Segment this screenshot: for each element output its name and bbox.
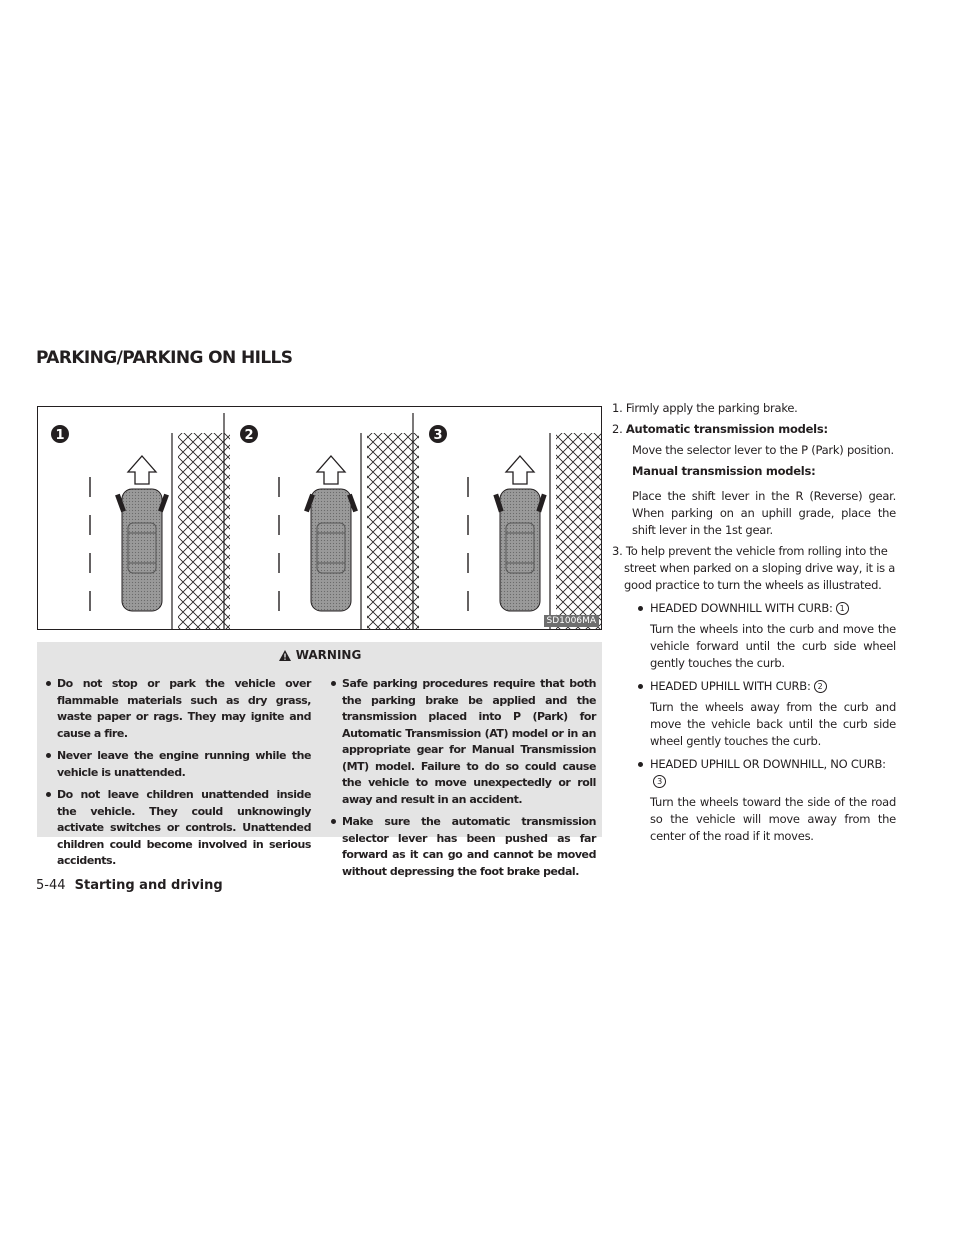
procedure-column: [612, 400, 896, 851]
case-uphill-curb: [638, 678, 896, 695]
callout-number: 2: [244, 428, 254, 443]
step-2: [612, 421, 896, 438]
warning-item: Do not stop or park the vehicle over flammable materials such as dry grass, waste paper or rags. They may ignite and cause a fire.: [45, 676, 311, 742]
warning-box: [37, 642, 602, 878]
page-number: 5-44: [36, 878, 66, 893]
warning-label: WARNING: [295, 648, 362, 662]
warning-right-column: [330, 676, 596, 886]
case-text: Turn the wheels toward the side of the road so the vehicle will move away from the center of the road if it moves.: [650, 795, 896, 843]
figure-code: SD1006MA: [544, 615, 599, 627]
step-2-number: 2.: [612, 422, 623, 436]
case-label: HEADED DOWNHILL WITH CURB:: [650, 601, 833, 615]
step-3: 3. To help prevent the vehicle from rolling into the street when parked on a sloping drive way, it is a good practice to turn the wheels as illustrated.: [612, 544, 896, 592]
callout-1-marker: 1: [836, 602, 849, 615]
step-2-heading: Automatic transmission models:: [625, 422, 828, 436]
callout-2-marker: 2: [814, 680, 827, 693]
warning-item: Never leave the engine running while the vehicle is unattended.: [45, 748, 311, 781]
direction-arrow: [506, 456, 534, 484]
warning-triangle-icon: [278, 649, 292, 662]
section-title: PARKING/PARKING ON HILLS: [36, 348, 293, 368]
step-1: 1. Firmly apply the parking brake.: [612, 401, 798, 415]
warning-heading: [37, 648, 602, 662]
sidewalk-hatch: [367, 433, 419, 629]
case-label: HEADED UPHILL OR DOWNHILL, NO CURB:: [650, 757, 886, 771]
mt-heading: Manual transmission models:: [632, 464, 816, 478]
warning-left-column: [45, 676, 311, 876]
page-footer: [36, 878, 223, 893]
chapter-title: Starting and driving: [74, 878, 223, 893]
direction-arrow: [317, 456, 345, 484]
case-text: Turn the wheels into the curb and move the vehicle forward until the curb side wheel gently touches the curb.: [650, 622, 896, 670]
callout-3-marker: 3: [653, 775, 666, 788]
sidewalk-hatch: [178, 433, 230, 629]
case-no-curb: [638, 756, 896, 790]
warning-item: Do not leave children unattended inside the vehicle. They could unknowingly activate switches or controls. Unattended children could become involved in serious accidents.: [45, 787, 311, 870]
case-downhill-curb: [638, 600, 896, 617]
warning-item: Safe parking procedures require that both the parking brake be applied and the transmission placed into P (Park) for Automatic Transmission (AT) model or in an appropriate gear for Manual Transmission (MT) model. Failure to do so could cause the vehicle to move unexpectedly or roll away and result in an accident.: [330, 676, 596, 808]
mt-instruction: Place the shift lever in the R (Reverse) gear. When parking on an uphill grade, place the shift lever in the 1st gear.: [632, 489, 896, 537]
callout-number: 1: [55, 428, 65, 443]
case-text: Turn the wheels away from the curb and move the vehicle back until the curb side wheel gently touches the curb.: [650, 700, 896, 748]
direction-arrow: [128, 456, 156, 484]
callout-number: 3: [433, 428, 443, 443]
case-label: HEADED UPHILL WITH CURB:: [650, 679, 811, 693]
parking-illustration: [37, 406, 602, 630]
at-instruction: Move the selector lever to the P (Park) position.: [632, 443, 894, 457]
warning-item: Make sure the automatic transmission selector lever has been pushed as far forward as it can go and cannot be moved without depressing the foot brake pedal.: [330, 814, 596, 880]
parking-diagram-svg: [38, 407, 601, 629]
sidewalk-hatch: [556, 433, 601, 629]
